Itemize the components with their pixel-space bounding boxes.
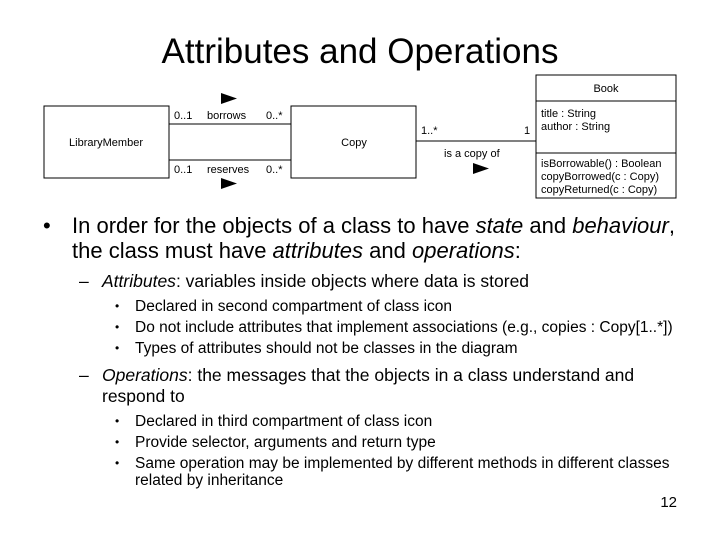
- is-a-copy-of-left-multiplicity: 1..*: [421, 125, 438, 137]
- is-a-copy-of-direction-arrow-icon: [473, 163, 489, 174]
- bullet-dot-icon: •: [115, 320, 120, 334]
- book-operation: isBorrowable() : Boolean: [541, 158, 662, 170]
- detail-text: Declared in second compartment of class icon: [135, 298, 453, 315]
- operations-definition: : the messages that the objects in a class understand and respond to: [102, 365, 635, 406]
- attributes-definition: : variables inside objects where data is stored: [175, 271, 530, 291]
- bullet-dot-icon: •: [115, 299, 120, 313]
- bullet-text: In order for the objects of a class to have: [72, 213, 476, 238]
- dash-bullet-icon: –: [79, 271, 89, 291]
- detail-text: Do not include attributes that implement associations (e.g., copies : Copy[1..*]): [135, 319, 673, 336]
- uml-class-diagram: [0, 0, 720, 210]
- bullet-dot-icon: •: [43, 213, 51, 238]
- attributes-detail-item: [28, 319, 698, 336]
- book-attribute: author : String: [541, 121, 611, 133]
- page-number: 12: [660, 494, 677, 511]
- bullet-text: and: [363, 238, 412, 263]
- borrows-direction-arrow-icon: [221, 93, 237, 104]
- reserves-label: reserves: [207, 164, 250, 176]
- detail-text: Same operation may be implemented by different methods in different classes related by inheritance: [135, 455, 670, 489]
- bullet-emphasis: operations: [411, 238, 515, 263]
- bullet-text: , the class must have: [72, 213, 675, 263]
- bullet-text: and: [523, 213, 573, 238]
- borrows-right-multiplicity: 0..*: [266, 110, 283, 122]
- detail-text: Provide selector, arguments and return type: [135, 434, 436, 451]
- slide-title: Attributes and Operations: [161, 32, 559, 71]
- bullet-emphasis: state: [475, 213, 524, 238]
- attributes-detail-item: [28, 298, 698, 315]
- bullet-emphasis: attributes: [272, 238, 364, 263]
- detail-text: Types of attributes should not be classes in the diagram: [135, 340, 518, 357]
- book-attribute: title : String: [541, 108, 597, 120]
- is-a-copy-of-label: is a copy of: [444, 148, 500, 160]
- bullet-dot-icon: •: [115, 341, 120, 355]
- borrows-left-multiplicity: 0..1: [174, 110, 193, 122]
- bullet-dot-icon: •: [115, 435, 120, 449]
- reserves-right-multiplicity: 0..*: [266, 164, 283, 176]
- is-a-copy-of-right-multiplicity: 1: [524, 125, 531, 137]
- bullet-dot-icon: •: [115, 456, 120, 470]
- main-bullet: [28, 213, 698, 263]
- dash-bullet-icon: –: [79, 365, 89, 385]
- bullet-dot-icon: •: [115, 414, 120, 428]
- reserves-left-multiplicity: 0..1: [174, 164, 193, 176]
- bullet-emphasis: behaviour: [572, 213, 669, 238]
- attributes-subbullet: [28, 271, 698, 292]
- attributes-detail-item: [28, 340, 698, 357]
- operations-subbullet: [28, 365, 698, 407]
- detail-text: Declared in third compartment of class icon: [135, 413, 433, 430]
- operations-detail-item: [28, 434, 698, 451]
- book-operation: copyBorrowed(c : Copy): [541, 171, 659, 183]
- operations-term: Operations: [102, 365, 188, 385]
- operations-detail-item: [28, 413, 698, 430]
- bullet-text: :: [514, 238, 521, 263]
- reserves-direction-arrow-icon: [221, 178, 237, 189]
- copy-class-name: Copy: [341, 137, 367, 149]
- book-class-name: Book: [593, 83, 619, 95]
- attributes-term: Attributes: [102, 271, 176, 291]
- bullet-list: [28, 213, 698, 489]
- book-operation: copyReturned(c : Copy): [541, 184, 658, 196]
- library-member-class-name: LibraryMember: [69, 137, 143, 149]
- borrows-label: borrows: [207, 110, 247, 122]
- operations-detail-item: [28, 455, 698, 489]
